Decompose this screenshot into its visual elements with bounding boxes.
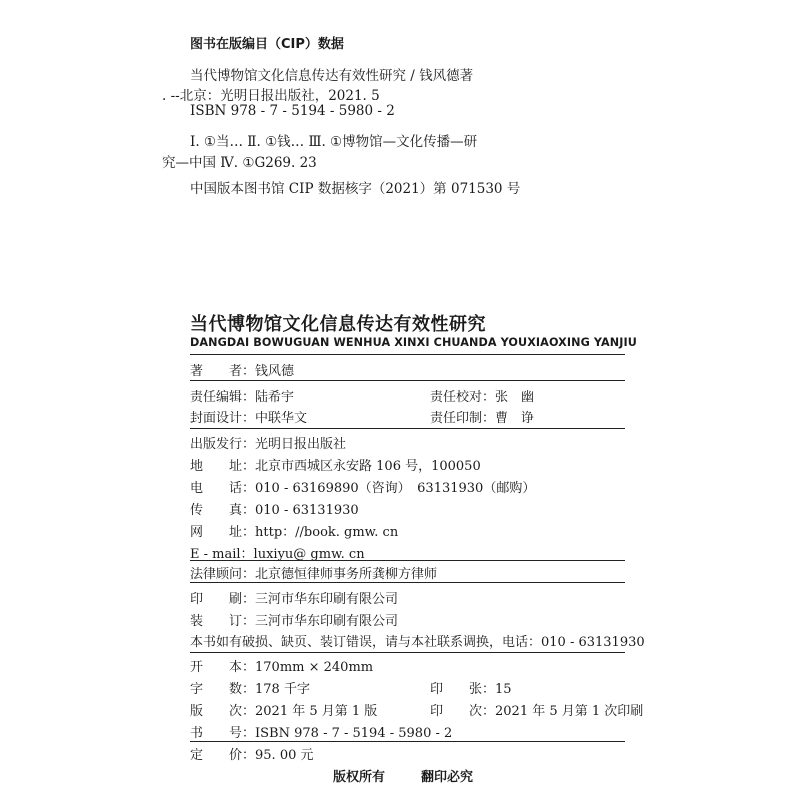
cover-design-label: 封面设计：: [190, 411, 256, 426]
legal-counsel-row: [190, 563, 437, 582]
book-title-pinyin: DANGDAI BOWUGUAN WENHUA XINXI CHUANDA YOUXIAOXING YANJIU: [190, 336, 637, 349]
word-count-row: [190, 678, 310, 697]
price-value: 95. 00 元: [255, 748, 314, 763]
cip-line-publisher: . --北京：光明日报出版社，2021. 5: [162, 88, 380, 104]
word-count-label: 字 数：: [190, 682, 256, 697]
divider: [190, 428, 625, 429]
address-row: [190, 455, 481, 474]
website-value: http：//book. gmw. cn: [255, 525, 399, 540]
edition-value: 2021 年 5 月第 1 版: [255, 704, 378, 719]
print-supervisor-row: [430, 407, 534, 426]
format-row: [190, 656, 373, 675]
phone-value: 010 - 63169890（咨询） 63131930（邮购）: [255, 481, 536, 496]
print-supervisor-label: 责任印制：: [430, 411, 496, 426]
copyright-notice: [333, 766, 473, 785]
distributor-row: [190, 433, 346, 452]
cover-design-row: [190, 407, 307, 426]
price-row: [190, 744, 314, 763]
author-value: 钱风德: [255, 364, 295, 379]
word-count-value: 178 千字: [255, 682, 310, 697]
printer-label: 印 刷：: [190, 592, 256, 607]
sheets-value: 15: [495, 682, 512, 697]
editor-label: 责任编辑：: [190, 390, 256, 405]
cover-design-value: 中联华文: [255, 411, 308, 426]
fax-label: 传 真：: [190, 503, 256, 518]
editor-row: [190, 386, 294, 405]
sheets-row: [430, 678, 512, 697]
fax-row: [190, 499, 359, 518]
address-label: 地 址：: [190, 459, 256, 474]
legal-counsel-label: 法律顾问：: [190, 567, 256, 582]
edition-label: 版 次：: [190, 704, 256, 719]
defect-notice: 本书如有破损、缺页、装订错误，请与本社联系调换，电话：010 - 63131930: [190, 635, 645, 650]
impression-label: 印 次：: [430, 704, 496, 719]
distributor-value: 光明日报出版社: [255, 437, 347, 452]
edition-row: [190, 700, 377, 719]
email-value: luxiyu@ gmw. cn: [253, 547, 365, 562]
author-label: 著 者：: [190, 364, 256, 379]
divider: [190, 582, 625, 583]
proofreader-label: 责任校对：: [430, 390, 496, 405]
email-label: E - mail：: [190, 547, 254, 562]
cip-line-isbn: ISBN 978 - 7 - 5194 - 5980 - 2: [190, 103, 395, 119]
distributor-label: 出版发行：: [190, 437, 256, 452]
divider: [190, 560, 625, 561]
copyright-text: 版权所有: [333, 770, 386, 785]
book-title: 当代博物馆文化信息传达有效性研究: [190, 314, 486, 335]
proofreader-value: 张 幽: [495, 390, 535, 405]
cip-line-classification-cont: 究—中国 Ⅳ. ①G269. 23: [162, 155, 317, 171]
binder-row: [190, 610, 398, 629]
fax-value: 010 - 63131930: [255, 503, 359, 518]
impression-value: 2021 年 5 月第 1 次印刷: [495, 704, 644, 719]
binder-value: 三河市华东印刷有限公司: [255, 614, 399, 629]
cip-line-record-number: 中国版本图书馆 CIP 数据核字（2021）第 071530 号: [190, 181, 521, 197]
binder-label: 装 订：: [190, 614, 256, 629]
legal-counsel-value: 北京德恒律师事务所龚柳方律师: [255, 567, 438, 582]
reprint-prohibited-text: 翻印必究: [421, 770, 474, 785]
print-supervisor-value: 曹 诤: [495, 411, 535, 426]
phone-row: [190, 477, 535, 496]
proofreader-row: [430, 386, 534, 405]
divider: [190, 354, 625, 355]
format-value: 170mm × 240mm: [255, 660, 374, 675]
impression-row: [430, 700, 643, 719]
format-label: 开 本：: [190, 660, 256, 675]
isbn-row: [190, 722, 452, 741]
website-label: 网 址：: [190, 525, 256, 540]
printer-value: 三河市华东印刷有限公司: [255, 592, 399, 607]
address-value: 北京市西城区永安路 106 号，100050: [255, 459, 481, 474]
isbn-value: ISBN 978 - 7 - 5194 - 5980 - 2: [255, 726, 453, 741]
price-label: 定 价：: [190, 748, 256, 763]
divider: [190, 380, 625, 381]
author-row: [190, 360, 294, 379]
sheets-label: 印 张：: [430, 682, 496, 697]
divider: [190, 652, 625, 653]
cip-line-title: 当代博物馆文化信息传达有效性研究 / 钱风德著: [190, 68, 474, 84]
isbn-label: 书 号：: [190, 726, 256, 741]
cip-line-classification: Ⅰ. ①当… Ⅱ. ①钱… Ⅲ. ①博物馆—文化传播—研: [190, 134, 478, 150]
website-row: [190, 521, 398, 540]
printer-row: [190, 588, 398, 607]
cip-heading: 图书在版编目（CIP）数据: [190, 37, 344, 52]
phone-label: 电 话：: [190, 481, 256, 496]
editor-value: 陆希宇: [255, 390, 295, 405]
divider: [190, 741, 625, 742]
